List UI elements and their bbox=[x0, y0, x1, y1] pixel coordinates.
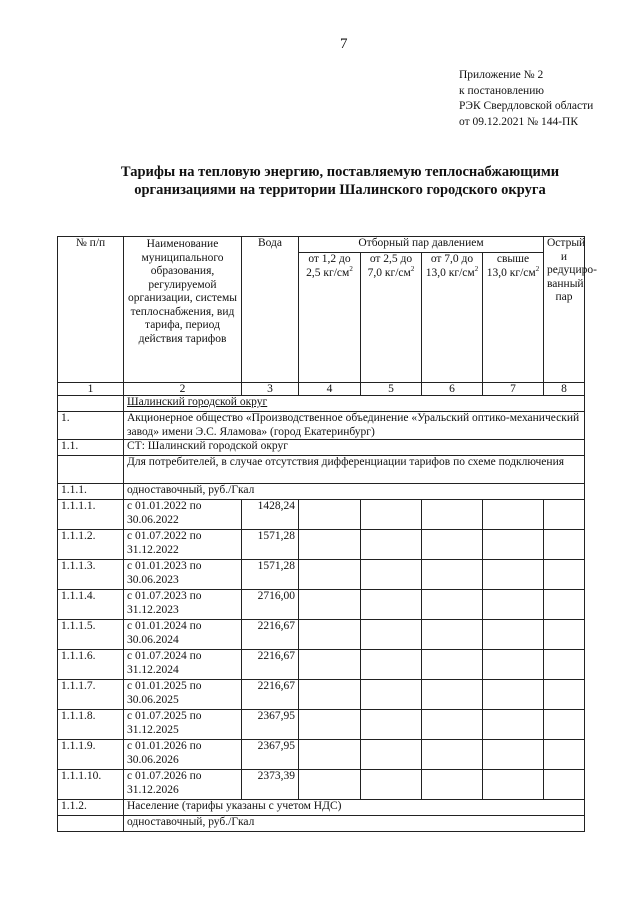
empty-cell bbox=[361, 620, 422, 650]
row-water-value: 1428,24 bbox=[242, 500, 299, 530]
empty-cell bbox=[483, 560, 544, 590]
org-num: 1. bbox=[58, 412, 124, 440]
col-number: 2 bbox=[124, 383, 242, 396]
empty-cell bbox=[483, 530, 544, 560]
table-row bbox=[58, 620, 585, 650]
population-single-rate: одноставочный, руб./Гкал bbox=[124, 816, 585, 832]
row-period: с 01.07.2026 по 31.12.2026 bbox=[124, 770, 242, 800]
empty-cell bbox=[299, 590, 361, 620]
col-number: 8 bbox=[544, 383, 585, 396]
row-period: с 01.01.2024 по 30.06.2024 bbox=[124, 620, 242, 650]
header-pressure-3: от 7,0 до 13,0 $кг/см^2$ bbox=[422, 253, 483, 383]
appendix-line: к постановлению bbox=[459, 84, 544, 97]
empty-cell bbox=[299, 530, 361, 560]
row-water-value: 1571,28 bbox=[242, 560, 299, 590]
page-number: 7 bbox=[340, 36, 348, 52]
table-row bbox=[58, 590, 585, 620]
empty-cell bbox=[483, 620, 544, 650]
empty-cell bbox=[422, 740, 483, 770]
row-period: с 01.01.2023 по 30.06.2023 bbox=[124, 560, 242, 590]
single-rate-label: одноставочный, руб./Гкал bbox=[124, 484, 585, 500]
empty-cell bbox=[299, 620, 361, 650]
row-num: 1.1.1.6. bbox=[58, 650, 124, 680]
col-number: 4 bbox=[299, 383, 361, 396]
row-num: 1.1.1.10. bbox=[58, 770, 124, 800]
empty-cell bbox=[361, 590, 422, 620]
system-name: СТ: Шалинский городской округ bbox=[124, 440, 585, 456]
row-num: 1.1.1.1. bbox=[58, 500, 124, 530]
appendix-line: Приложение № 2 bbox=[459, 69, 544, 81]
empty-cell bbox=[299, 650, 361, 680]
empty-cell bbox=[361, 770, 422, 800]
org-name: Акционерное общество «Производственное объединение «Уральский оптико-механический завод» имени Э.С. Яламова» (город Екатеринбург) bbox=[124, 412, 585, 440]
row-water-value: 1571,28 bbox=[242, 530, 299, 560]
title-line: Тарифы на тепловую энергию, поставляемую теплоснабжающими bbox=[120, 164, 560, 180]
row-period: с 01.07.2022 по 31.12.2022 bbox=[124, 530, 242, 560]
row-num: 1.1.1.3. bbox=[58, 560, 124, 590]
empty-cell bbox=[544, 530, 585, 560]
empty-cell bbox=[544, 620, 585, 650]
empty-cell bbox=[483, 680, 544, 710]
document-title bbox=[90, 163, 590, 199]
empty-cell bbox=[361, 740, 422, 770]
table-row bbox=[58, 500, 585, 530]
col-number: 3 bbox=[242, 383, 299, 396]
empty-cell bbox=[361, 680, 422, 710]
row-water-value: 2216,67 bbox=[242, 620, 299, 650]
empty-cell bbox=[483, 740, 544, 770]
row-water-value: 2373,39 bbox=[242, 770, 299, 800]
empty-cell bbox=[544, 740, 585, 770]
empty-cell bbox=[422, 560, 483, 590]
empty-cell bbox=[361, 710, 422, 740]
table-row bbox=[58, 740, 585, 770]
empty-cell bbox=[483, 650, 544, 680]
empty-cell bbox=[299, 560, 361, 590]
district-name: Шалинский городской округ bbox=[124, 396, 585, 412]
population-num: 1.1.2. bbox=[58, 800, 124, 816]
row-num: 1.1.1.8. bbox=[58, 710, 124, 740]
title-line: организациями на территории Шалинского городского округа bbox=[134, 182, 546, 198]
empty-cell bbox=[422, 770, 483, 800]
empty-cell bbox=[422, 500, 483, 530]
table-row bbox=[58, 680, 585, 710]
empty-cell bbox=[483, 770, 544, 800]
row-period: с 01.07.2023 по 31.12.2023 bbox=[124, 590, 242, 620]
row-num: 1.1.1.2. bbox=[58, 530, 124, 560]
empty-cell bbox=[422, 590, 483, 620]
empty-cell bbox=[544, 590, 585, 620]
row-num: 1.1.1.7. bbox=[58, 680, 124, 710]
empty-cell bbox=[544, 560, 585, 590]
empty-cell bbox=[361, 650, 422, 680]
appendix-line: РЭК Свердловской области bbox=[459, 100, 594, 112]
empty-cell bbox=[361, 530, 422, 560]
empty-cell bbox=[299, 710, 361, 740]
row-water-value: 2367,95 bbox=[242, 710, 299, 740]
appendix-line: от 09.12.2021 № 144-ПК bbox=[459, 115, 579, 128]
row-period: с 01.01.2022 по 30.06.2022 bbox=[124, 500, 242, 530]
header-sharp-steam: Острый и редуциро-ванный пар bbox=[544, 237, 585, 383]
empty-cell bbox=[544, 650, 585, 680]
system-num: 1.1. bbox=[58, 440, 124, 456]
empty-cell bbox=[422, 650, 483, 680]
col-number: 1 bbox=[58, 383, 124, 396]
tariff-rows bbox=[58, 500, 585, 800]
table-row bbox=[58, 530, 585, 560]
row-num: 1.1.1.4. bbox=[58, 590, 124, 620]
header-steam-group: Отборный пар давлением bbox=[299, 237, 544, 253]
row-num: 1.1.1.5. bbox=[58, 620, 124, 650]
row-water-value: 2367,95 bbox=[242, 740, 299, 770]
empty-cell bbox=[483, 710, 544, 740]
table-row bbox=[58, 560, 585, 590]
empty-cell bbox=[361, 500, 422, 530]
row-period: с 01.07.2024 по 31.12.2024 bbox=[124, 650, 242, 680]
header-num: № п/п bbox=[58, 237, 124, 383]
table-row bbox=[58, 710, 585, 740]
appendix-reference bbox=[459, 68, 593, 130]
row-water-value: 2716,00 bbox=[242, 590, 299, 620]
empty-cell bbox=[422, 680, 483, 710]
table-row bbox=[58, 770, 585, 800]
row-water-value: 2216,67 bbox=[242, 650, 299, 680]
empty-cell bbox=[483, 590, 544, 620]
table-row bbox=[58, 650, 585, 680]
empty-cell bbox=[422, 620, 483, 650]
header-pressure-2: от 2,5 до 7,0 $кг/см^2$ bbox=[361, 253, 422, 383]
header-water: Вода bbox=[242, 237, 299, 383]
col-number: 6 bbox=[422, 383, 483, 396]
col-number: 5 bbox=[361, 383, 422, 396]
empty-cell bbox=[422, 530, 483, 560]
row-num: 1.1.1.9. bbox=[58, 740, 124, 770]
empty-cell bbox=[422, 710, 483, 740]
row-period: с 01.01.2026 по 30.06.2026 bbox=[124, 740, 242, 770]
empty-cell bbox=[299, 500, 361, 530]
header-name: Наименование муниципального образования, регулируемой организации, системы теплоснабжения, вид тарифа, период действия тарифов bbox=[124, 237, 242, 383]
consumers-note: Для потребителей, в случае отсутствия дифференциации тарифов по схеме подключения bbox=[124, 456, 585, 484]
row-water-value: 2216,67 bbox=[242, 680, 299, 710]
empty-cell bbox=[58, 396, 124, 412]
row-period: с 01.07.2025 по 31.12.2025 bbox=[124, 710, 242, 740]
col-number: 7 bbox=[483, 383, 544, 396]
header-pressure-4: свыше 13,0 $кг/см^2$ bbox=[483, 253, 544, 383]
empty-cell bbox=[544, 710, 585, 740]
header-pressure-1: от 1,2 до 2,5 $кг/см^2$ bbox=[299, 253, 361, 383]
population-label: Население (тарифы указаны с учетом НДС) bbox=[124, 800, 585, 816]
row-period: с 01.01.2025 по 30.06.2025 bbox=[124, 680, 242, 710]
single-rate-num: 1.1.1. bbox=[58, 484, 124, 500]
empty-cell bbox=[299, 680, 361, 710]
empty-cell bbox=[58, 456, 124, 484]
empty-cell bbox=[299, 740, 361, 770]
empty-cell bbox=[361, 560, 422, 590]
tariff-table bbox=[57, 236, 597, 832]
empty-cell bbox=[299, 770, 361, 800]
empty-cell bbox=[544, 500, 585, 530]
empty-cell bbox=[483, 500, 544, 530]
empty-cell bbox=[544, 680, 585, 710]
empty-cell bbox=[544, 770, 585, 800]
empty-cell bbox=[58, 816, 124, 832]
